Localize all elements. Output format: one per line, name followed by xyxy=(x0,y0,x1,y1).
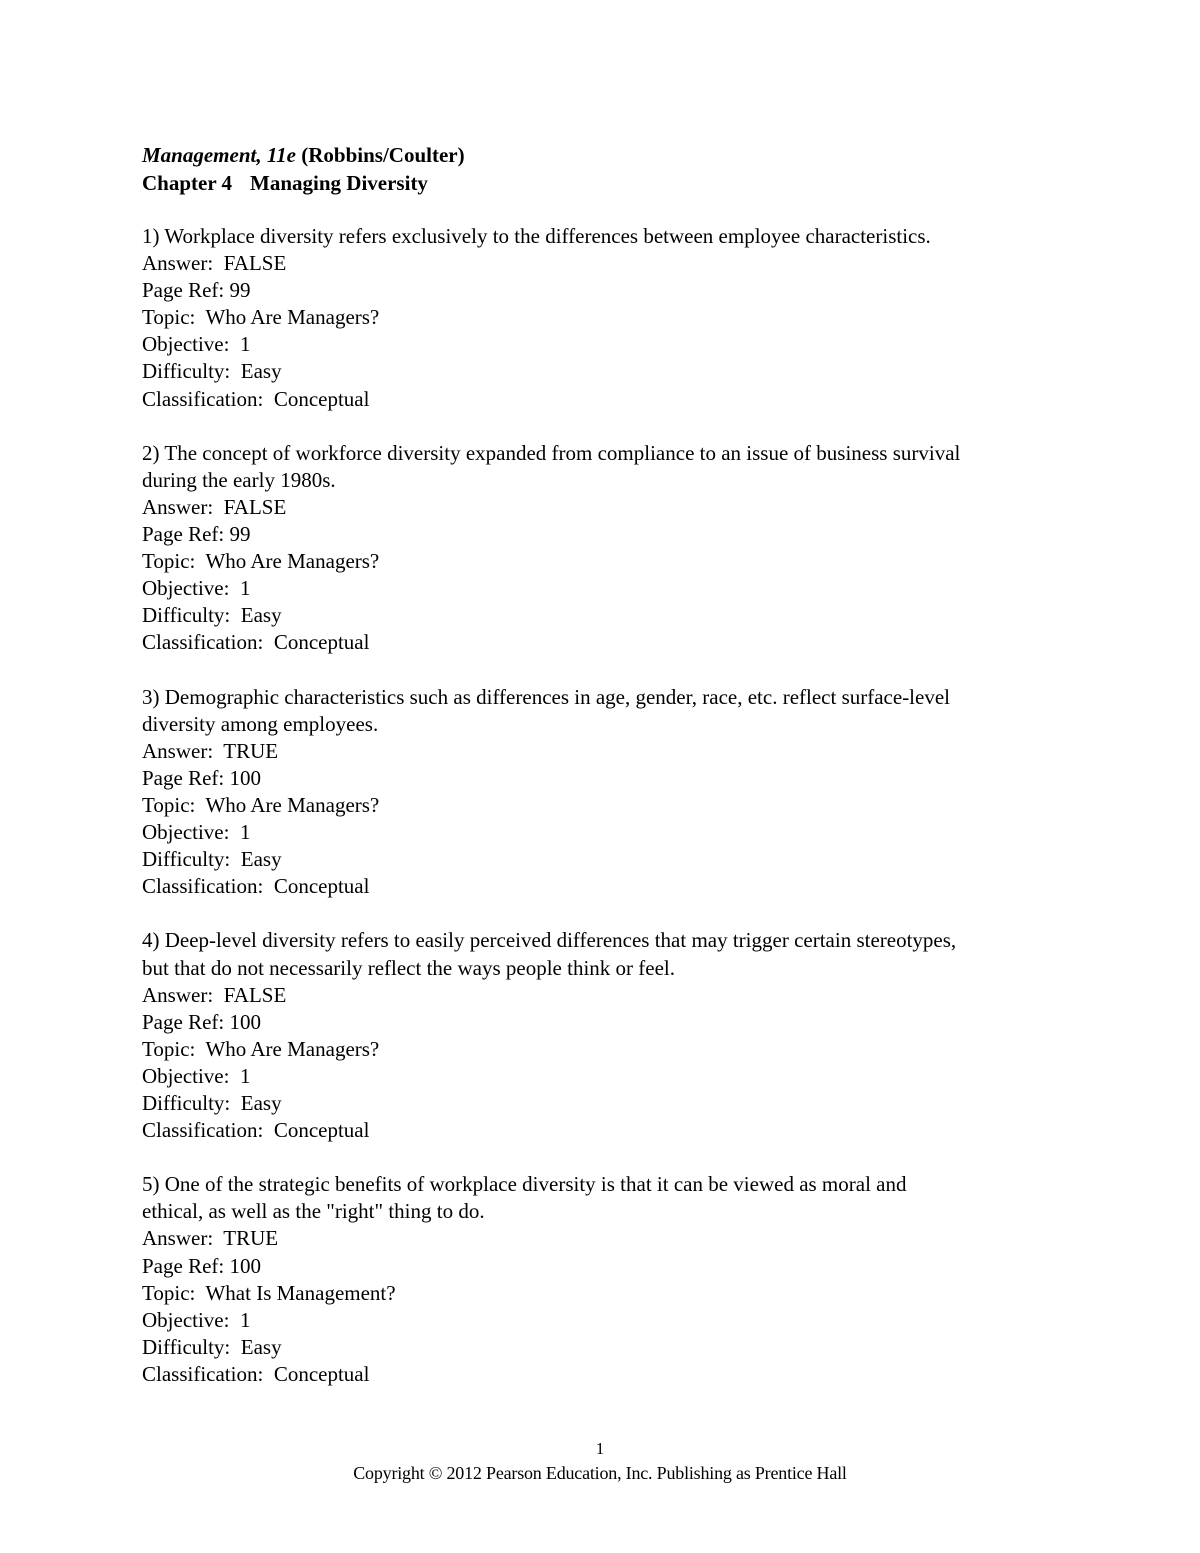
classification-value: Conceptual xyxy=(273,1361,370,1386)
classification-line: Classification: Conceptual xyxy=(142,630,370,655)
page-ref-line: Page Ref: 99 xyxy=(142,522,251,547)
classification-value: Conceptual xyxy=(273,874,370,899)
answer-value: TRUE xyxy=(223,738,279,763)
answer-value: FALSE xyxy=(223,982,287,1007)
difficulty-line: Difficulty: Easy xyxy=(142,1091,282,1115)
difficulty-line: Difficulty: Easy xyxy=(142,847,282,872)
topic-line: Topic: What Is Management? xyxy=(142,1280,396,1305)
objective-value: 1 xyxy=(239,576,251,601)
objective-value: 1 xyxy=(239,1307,251,1332)
topic-value: What Is Management? xyxy=(205,1280,396,1305)
chapter-number: Chapter 4 xyxy=(142,171,233,195)
copyright-notice: Copyright © 2012 Pearson Education, Inc. Publishing as Prentice Hall xyxy=(353,1463,847,1483)
objective-value: 1 xyxy=(239,1063,251,1088)
page-ref-value: 99 xyxy=(229,522,251,547)
classification-line: Classification: Conceptual xyxy=(142,1361,370,1386)
page-ref-value: 99 xyxy=(229,278,251,303)
difficulty-line: Difficulty: Easy xyxy=(142,603,282,628)
book-authors: (Robbins/Coulter) xyxy=(301,143,465,167)
question-stem: 2) The concept of workforce diversity expanded from compliance to an issue of business survival during the early 1980s. xyxy=(142,440,961,492)
topic-line: Topic: Who Are Managers? xyxy=(142,305,380,330)
classification-value: Conceptual xyxy=(273,386,370,411)
objective-line: Objective: 1 xyxy=(142,1307,251,1332)
question-item xyxy=(142,1171,1082,1388)
answer-value: FALSE xyxy=(223,494,287,519)
answer-line: Answer: TRUE xyxy=(142,738,279,763)
question-item xyxy=(142,223,1082,413)
topic-value: Who Are Managers? xyxy=(205,792,380,817)
page-ref-value: 100 xyxy=(229,1253,261,1278)
page-ref-line: Page Ref: 100 xyxy=(142,765,261,790)
objective-line: Objective: 1 xyxy=(142,820,251,845)
classification-value: Conceptual xyxy=(273,1118,370,1143)
classification-value: Conceptual xyxy=(273,630,370,655)
topic-line: Topic: Who Are Managers? xyxy=(142,549,380,574)
objective-line: Objective: 1 xyxy=(142,332,251,357)
question-list xyxy=(142,223,1082,1415)
objective-value: 1 xyxy=(239,332,251,357)
question-stem: 1) Workplace diversity refers exclusively to the differences between employee characteristics. xyxy=(142,224,931,248)
objective-line: Objective: 1 xyxy=(142,1063,251,1088)
classification-line: Classification: Conceptual xyxy=(142,874,370,899)
chapter-heading xyxy=(142,169,1102,197)
topic-line: Topic: Who Are Managers? xyxy=(142,1036,380,1061)
answer-value: FALSE xyxy=(223,251,287,276)
difficulty-value: Easy xyxy=(240,603,282,628)
objective-line: Objective: 1 xyxy=(142,576,251,601)
page-ref-value: 100 xyxy=(229,765,261,790)
answer-line: Answer: FALSE xyxy=(142,982,287,1007)
answer-line: Answer: FALSE xyxy=(142,251,287,276)
answer-line: Answer: TRUE xyxy=(142,1226,279,1251)
difficulty-value: Easy xyxy=(240,847,282,872)
classification-line: Classification: Conceptual xyxy=(142,1118,370,1143)
page-ref-line: Page Ref: 99 xyxy=(142,278,251,303)
topic-value: Who Are Managers? xyxy=(205,1036,380,1061)
answer-value: TRUE xyxy=(223,1226,279,1251)
page-header xyxy=(142,141,1102,197)
book-title-line xyxy=(142,141,1102,169)
question-stem: 4) Deep-level diversity refers to easily perceived differences that may trigger certain stereotypes, but that do not necessarily reflect the ways people think or feel. xyxy=(142,928,957,980)
topic-value: Who Are Managers? xyxy=(205,305,380,330)
question-item xyxy=(142,927,1082,1144)
page-ref-value: 100 xyxy=(229,1009,261,1034)
question-stem: 3) Demographic characteristics such as differences in age, gender, race, etc. reflect surface-level diversity among employees. xyxy=(142,684,950,736)
question-item xyxy=(142,440,1082,657)
objective-value: 1 xyxy=(239,820,251,845)
difficulty-value: Easy xyxy=(240,1334,282,1359)
chapter-title: Managing Diversity xyxy=(250,171,428,195)
topic-value: Who Are Managers? xyxy=(205,549,380,574)
difficulty-value: Easy xyxy=(240,1091,282,1115)
answer-line: Answer: FALSE xyxy=(142,494,287,519)
page-ref-line: Page Ref: 100 xyxy=(142,1009,261,1034)
book-title: Management, 11e xyxy=(142,143,297,167)
page-footer xyxy=(0,1437,1200,1485)
difficulty-line: Difficulty: Easy xyxy=(142,359,282,384)
page-number: 1 xyxy=(595,1439,605,1458)
classification-line: Classification: Conceptual xyxy=(142,386,370,411)
difficulty-value: Easy xyxy=(240,359,282,384)
difficulty-line: Difficulty: Easy xyxy=(142,1334,282,1359)
topic-line: Topic: Who Are Managers? xyxy=(142,792,380,817)
question-item xyxy=(142,684,1082,901)
question-stem: 5) One of the strategic benefits of workplace diversity is that it can be viewed as moral and ethical, as well as the "right" thing to do. xyxy=(142,1172,907,1224)
page-ref-line: Page Ref: 100 xyxy=(142,1253,261,1278)
